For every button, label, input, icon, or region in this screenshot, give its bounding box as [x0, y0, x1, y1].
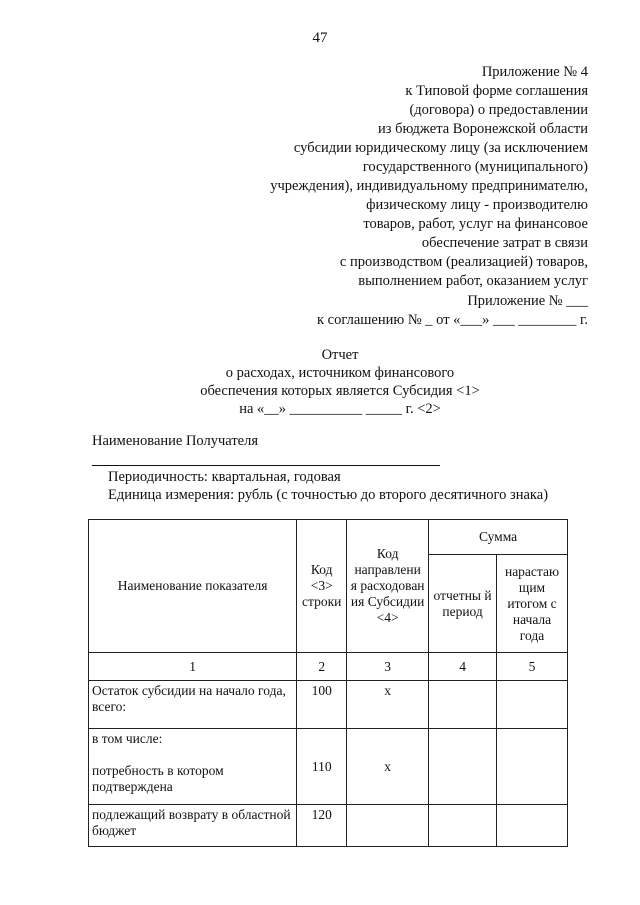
table-row: [89, 681, 568, 729]
report-table: [88, 519, 568, 847]
agreement-appendix: [317, 292, 588, 330]
recipient-label: Наименование Получателя: [92, 433, 259, 449]
column-number: 5: [497, 653, 568, 681]
unit-of-measure: Единица измерения: рубль (с точностью до второго десятичного знака): [108, 487, 549, 503]
recipient-blank-line: [92, 465, 440, 466]
header-cumulative: нарастаю щим итогом с начала года: [497, 555, 568, 653]
appendix-line: государственного (муниципального): [362, 159, 588, 175]
periodicity: Периодичность: квартальная, годовая: [108, 469, 341, 485]
appendix-line: товаров, работ, услуг на финансовое: [363, 216, 588, 232]
header-sum: Сумма: [429, 520, 568, 555]
column-number: 4: [429, 653, 497, 681]
table-row: [89, 729, 568, 805]
row-name-cell: [89, 729, 297, 805]
header-direction-code: Код направлени я расходован ия Субсидии <4>: [347, 520, 429, 653]
row-name: Остаток субсидии на начало года, всего:: [89, 681, 297, 729]
table-row: [89, 805, 568, 847]
row-direction: x: [347, 729, 429, 805]
row-cumulative-value: [497, 805, 568, 847]
row-direction: x: [347, 681, 429, 729]
header-period: отчетны й период: [429, 555, 497, 653]
row-subheading: в том числе:: [92, 731, 163, 746]
row-code: 120: [297, 805, 347, 847]
row-period-value: [429, 729, 497, 805]
title-line: на «__» __________ _____ г. <2>: [239, 401, 441, 417]
appendix-line: учреждения), индивидуальному предпринимателю,: [270, 178, 588, 194]
row-name: потребность в котором подтверждена: [92, 763, 224, 794]
header-name: Наименование показателя: [89, 520, 297, 653]
page-number: 47: [312, 30, 328, 46]
row-code: 100: [297, 681, 347, 729]
header-code: Код <3> строки: [297, 520, 347, 653]
appendix-line: обеспечение затрат в связи: [421, 235, 588, 251]
row-code: 110: [297, 729, 347, 805]
column-number: 1: [89, 653, 297, 681]
column-number: 2: [297, 653, 347, 681]
appendix-line: из бюджета Воронежской области: [377, 121, 588, 137]
appendix-line: (договора) о предоставлении: [409, 102, 588, 118]
appendix-line: с производством (реализацией) товаров,: [339, 254, 588, 270]
row-cumulative-value: [497, 681, 568, 729]
column-number: 3: [347, 653, 429, 681]
row-name: подлежащий возврату в областной бюджет: [89, 805, 297, 847]
appendix-header: [228, 63, 588, 291]
report-title: [110, 346, 570, 418]
title-line: обеспечения которых является Субсидия <1>: [200, 383, 480, 399]
appendix-line: к Типовой форме соглашения: [405, 83, 588, 99]
row-period-value: [429, 805, 497, 847]
title-line: о расходах, источником финансового: [225, 365, 455, 381]
agreement-appendix-line: к соглашению № _ от «___» ___ ________ г.: [317, 312, 588, 328]
report-meta: [108, 468, 548, 504]
appendix-line: Приложение № 4: [481, 64, 588, 80]
title-line: Отчет: [321, 347, 359, 363]
row-period-value: [429, 681, 497, 729]
row-direction: [347, 805, 429, 847]
appendix-line: физическому лицу - производителю: [366, 197, 588, 213]
row-cumulative-value: [497, 729, 568, 805]
agreement-appendix-line: Приложение № ___: [467, 293, 588, 309]
appendix-line: субсидии юридическому лицу (за исключением: [293, 140, 588, 156]
appendix-line: выполнением работ, оказанием услуг: [358, 273, 588, 289]
